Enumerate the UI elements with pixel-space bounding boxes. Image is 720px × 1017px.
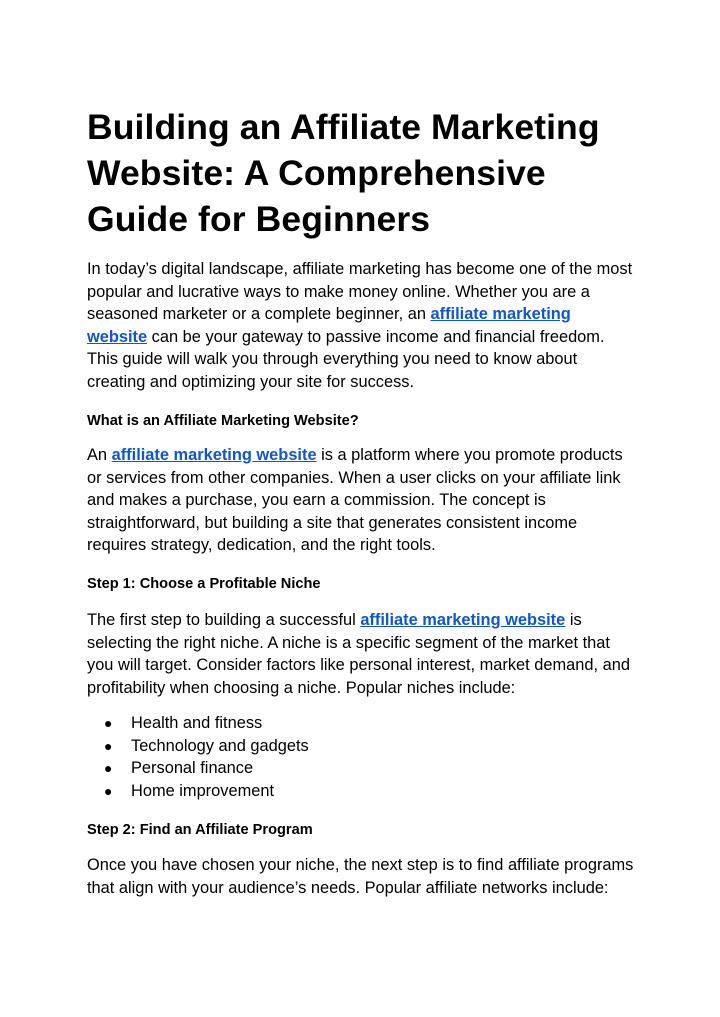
affiliate-marketing-website-link[interactable]: affiliate marketing website bbox=[111, 446, 317, 464]
step-1-text-after: is selecting the right niche. A niche is a specific segment of the market that you will target. Consider factors like personal interest, market demand, and profitability when choosing a niche. Popular niches include: bbox=[87, 611, 630, 697]
affiliate-marketing-website-link[interactable]: affiliate marketing website bbox=[87, 305, 571, 346]
list-item bbox=[87, 735, 309, 758]
what-is-text-after: is a platform where you promote products or services from other companies. When a user clicks on your affiliate link and makes a purchase, you earn a commission. The concept is straightforward, but building a site that generates consistent income requires strategy, dedication, and the right tools. bbox=[87, 446, 623, 554]
list-item-label: Personal finance bbox=[131, 759, 254, 777]
page-title: Building an Affiliate Marketing Website: A Comprehensive Guide for Beginners bbox=[87, 107, 600, 239]
section-heading-step-1: Step 1: Choose a Profitable Niche bbox=[87, 576, 321, 592]
step-1-paragraph bbox=[87, 609, 635, 699]
list-item bbox=[87, 780, 309, 803]
bullet-icon: ● bbox=[104, 737, 113, 754]
step-2-paragraph: Once you have chosen your niche, the next step is to find affiliate programs that align with your audience’s needs. Popular affiliate networks include: bbox=[87, 856, 634, 897]
bullet-icon: ● bbox=[104, 782, 113, 799]
list-item bbox=[87, 712, 309, 735]
list-item-label: Health and fitness bbox=[131, 714, 263, 732]
what-is-paragraph bbox=[87, 444, 635, 557]
step-1-text-before: The first step to building a successful bbox=[87, 611, 361, 629]
intro-text-before: In today’s digital landscape, affiliate marketing has become one of the most popular and lucrative ways to make money online. Whether you are a seasoned marketer or a complete beginner, an bbox=[87, 260, 633, 323]
list-item-label: Home improvement bbox=[131, 781, 275, 800]
list-item-label: Technology and gadgets bbox=[131, 736, 309, 755]
list-item bbox=[87, 757, 309, 780]
bullet-icon: ● bbox=[104, 760, 113, 776]
section-heading-what-is: What is an Affiliate Marketing Website? bbox=[87, 413, 359, 429]
affiliate-marketing-website-link[interactable]: affiliate marketing website bbox=[360, 611, 566, 629]
niche-list bbox=[87, 712, 309, 802]
section-heading-step-2: Step 2: Find an Affiliate Program bbox=[87, 822, 313, 838]
what-is-text-before: An bbox=[87, 446, 112, 464]
intro-paragraph bbox=[87, 258, 635, 393]
bullet-icon: ● bbox=[104, 715, 113, 731]
intro-text-after: can be your gateway to passive income and financial freedom. This guide will walk you through everything you need to know about creating and optimizing your site for success. bbox=[87, 327, 605, 391]
